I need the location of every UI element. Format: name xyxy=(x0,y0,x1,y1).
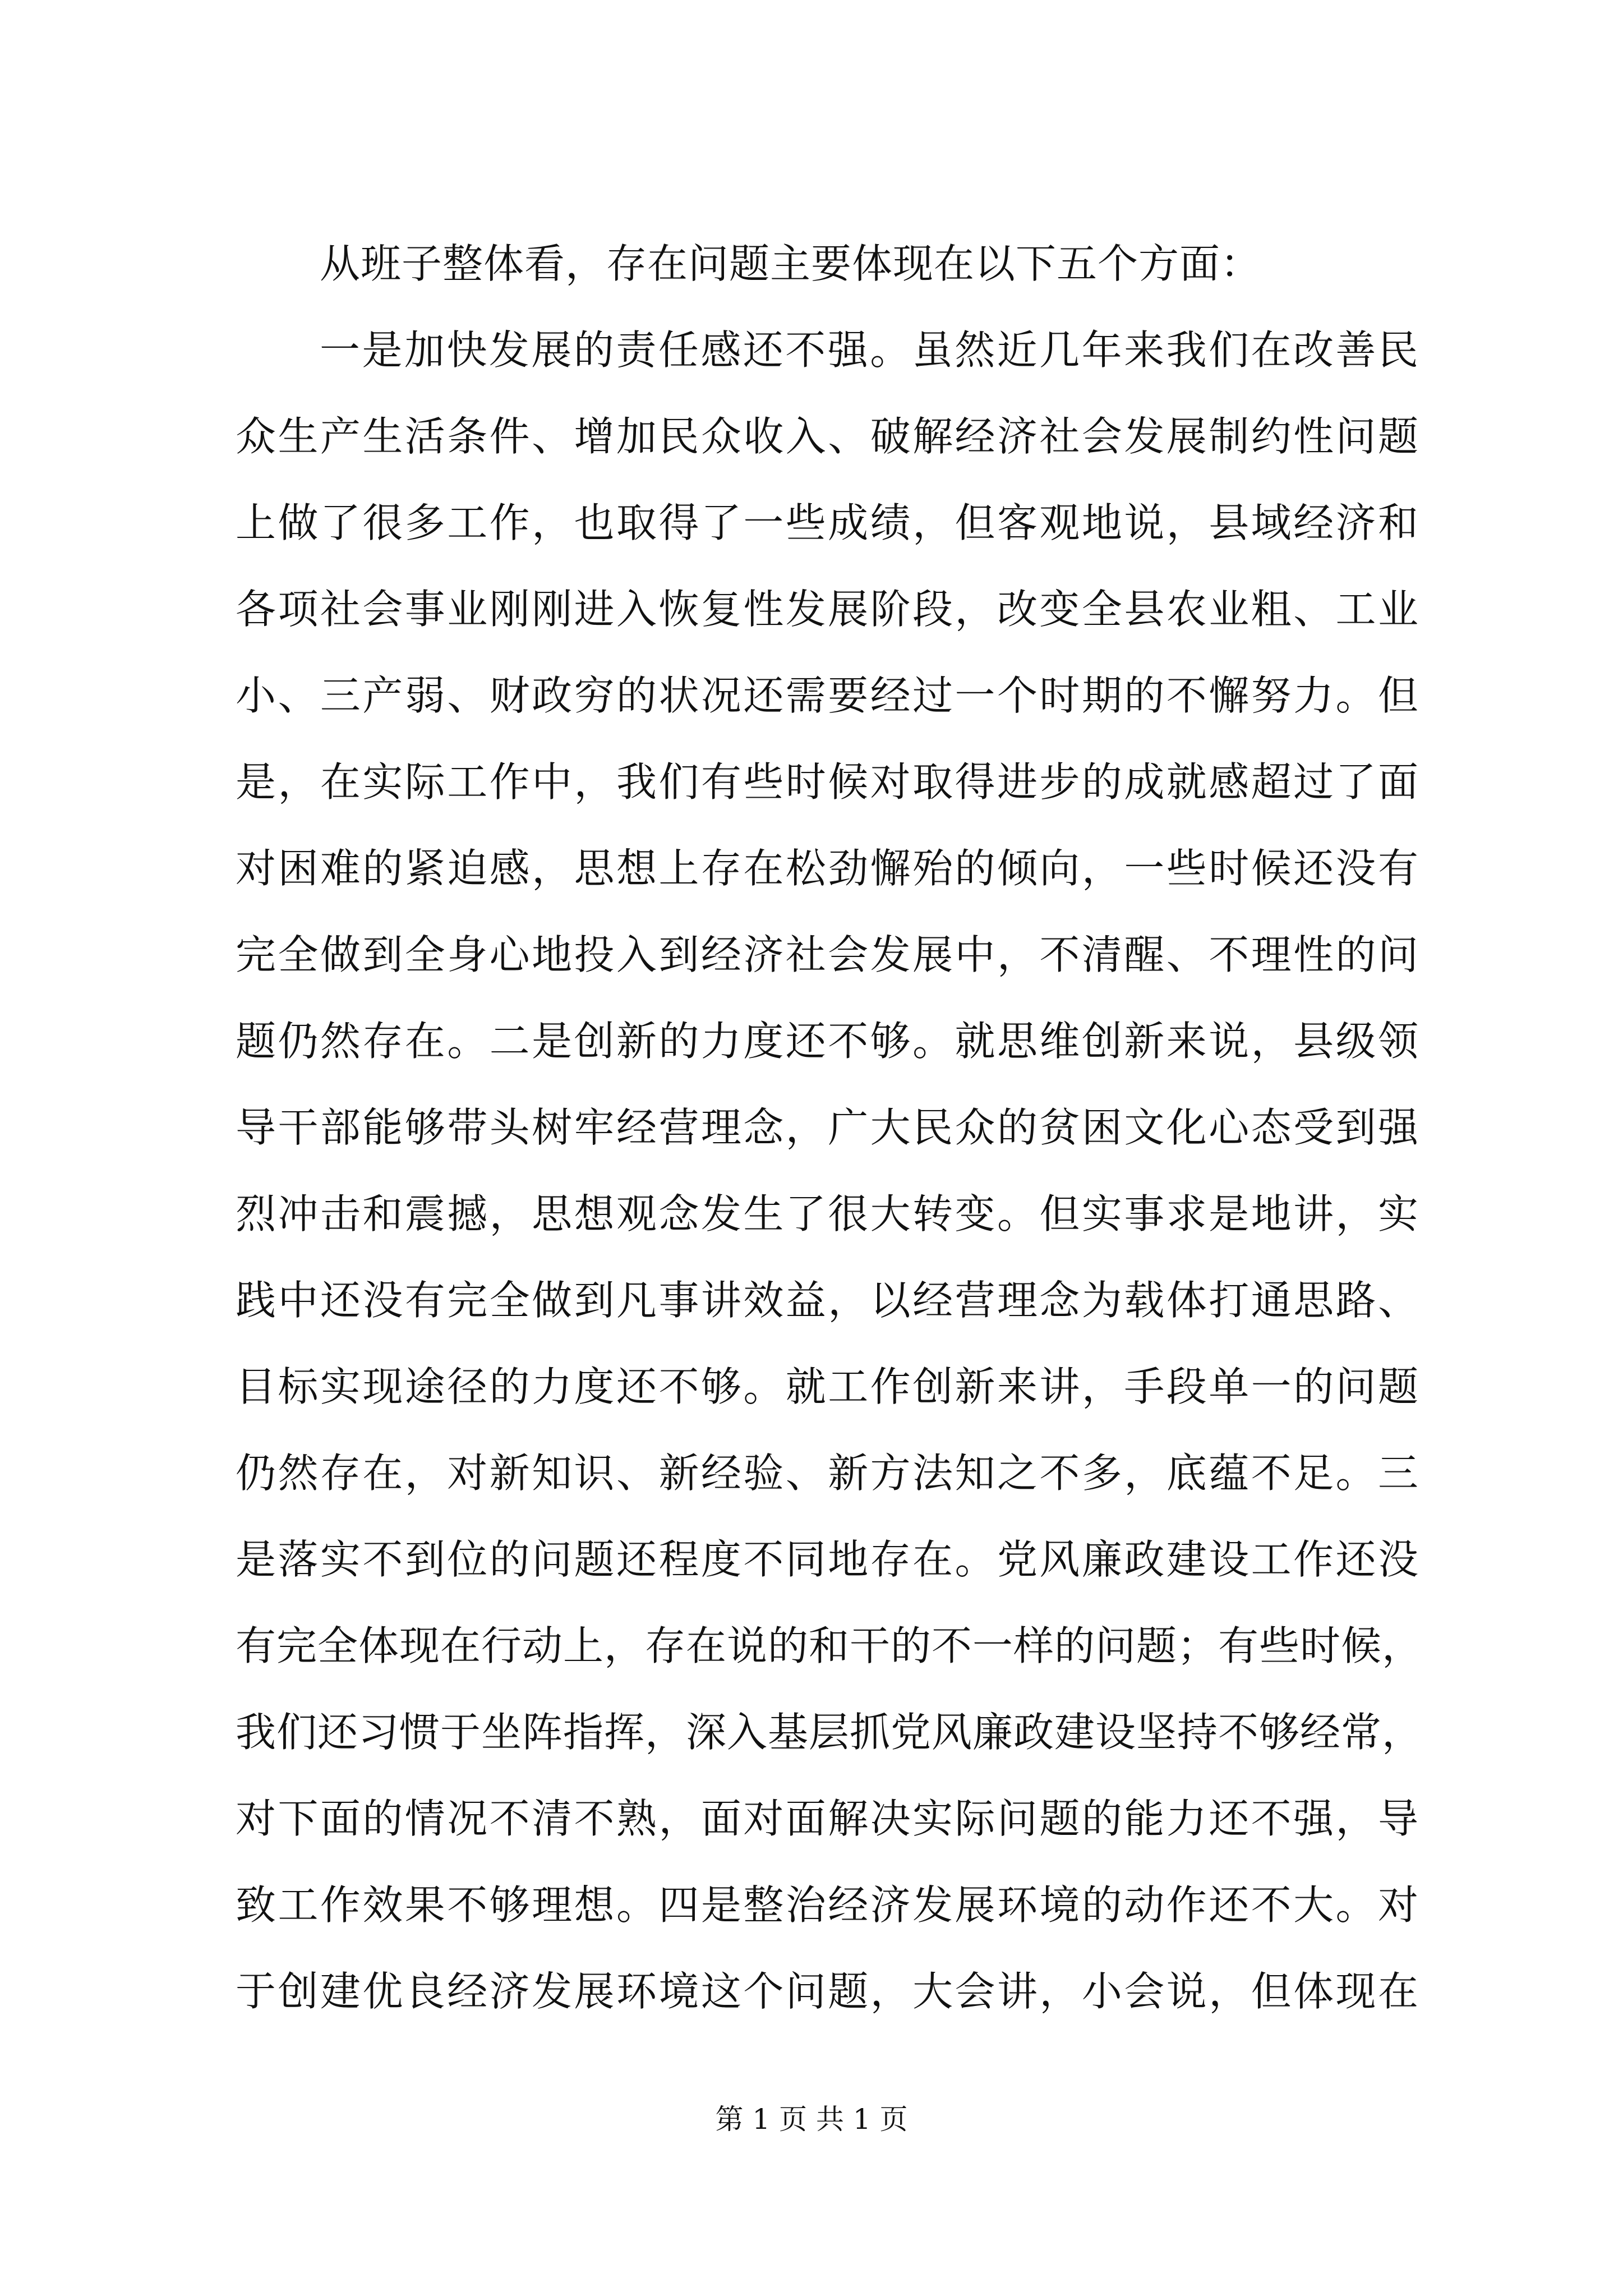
paragraph-intro-line: 从班子整体看，存在问题主要体现在以下五个方面： xyxy=(320,240,1262,287)
paragraph-line: 众生产生活条件、增加民众收入、破解经济社会发展制约性问题 xyxy=(236,413,1419,460)
paragraph-line: 有完全体现在行动上，存在说的和干的不一样的问题；有些时候， xyxy=(236,1622,1423,1669)
paragraph-line: 小、三产弱、财政穷的状况还需要经过一个时期的不懈努力。但 xyxy=(236,672,1419,719)
paragraph-line: 题仍然存在。二是创新的力度还不够。就思维创新来说，县级领 xyxy=(236,1018,1419,1065)
paragraph-line: 于创建优良经济发展环境这个问题，大会讲，小会说，但体现在 xyxy=(236,1968,1419,2015)
paragraph-line: 致工作效果不够理想。四是整治经济发展环境的动作还不大。对 xyxy=(236,1881,1419,1929)
paragraph-line: 对困难的紧迫感，思想上存在松劲懈殆的倾向，一些时候还没有 xyxy=(236,845,1419,892)
paragraph-line: 烈冲击和震撼，思想观念发生了很大转变。但实事求是地讲，实 xyxy=(236,1190,1419,1237)
paragraph-line: 仍然存在，对新知识、新经验、新方法知之不多，底蕴不足。三 xyxy=(236,1450,1419,1497)
body-text xyxy=(236,220,1423,2035)
paragraph-line: 目标实现途径的力度还不够。就工作创新来讲，手段单一的问题 xyxy=(236,1363,1419,1410)
paragraph-line: 我们还习惯于坐阵指挥，深入基层抓党风廉政建设坚持不够经常， xyxy=(236,1709,1423,1756)
paragraph-line: 上做了很多工作，也取得了一些成绩，但客观地说，县域经济和 xyxy=(236,499,1419,546)
paragraph-line: 是，在实际工作中，我们有些时候对取得进步的成就感超过了面 xyxy=(236,758,1419,806)
page-number-footer: 第 1 页 共 1 页 xyxy=(715,2103,908,2136)
paragraph-line: 一是加快发展的责任感还不强。虽然近几年来我们在改善民 xyxy=(320,326,1419,374)
paragraph-line: 是落实不到位的问题还程度不同地存在。党风廉政建设工作还没 xyxy=(236,1536,1419,1583)
paragraph-line: 导干部能够带头树牢经营理念，广大民众的贫困文化心态受到强 xyxy=(236,1104,1419,1151)
paragraph-line: 践中还没有完全做到凡事讲效益，以经营理念为载体打通思路、 xyxy=(236,1277,1419,1324)
paragraph-line: 完全做到全身心地投入到经济社会发展中，不清醒、不理性的问 xyxy=(236,931,1419,978)
paragraph-line: 对下面的情况不清不熟，面对面解决实际问题的能力还不强，导 xyxy=(236,1795,1419,1842)
paragraph-line: 各项社会事业刚刚进入恢复性发展阶段，改变全县农业粗、工业 xyxy=(236,586,1419,633)
